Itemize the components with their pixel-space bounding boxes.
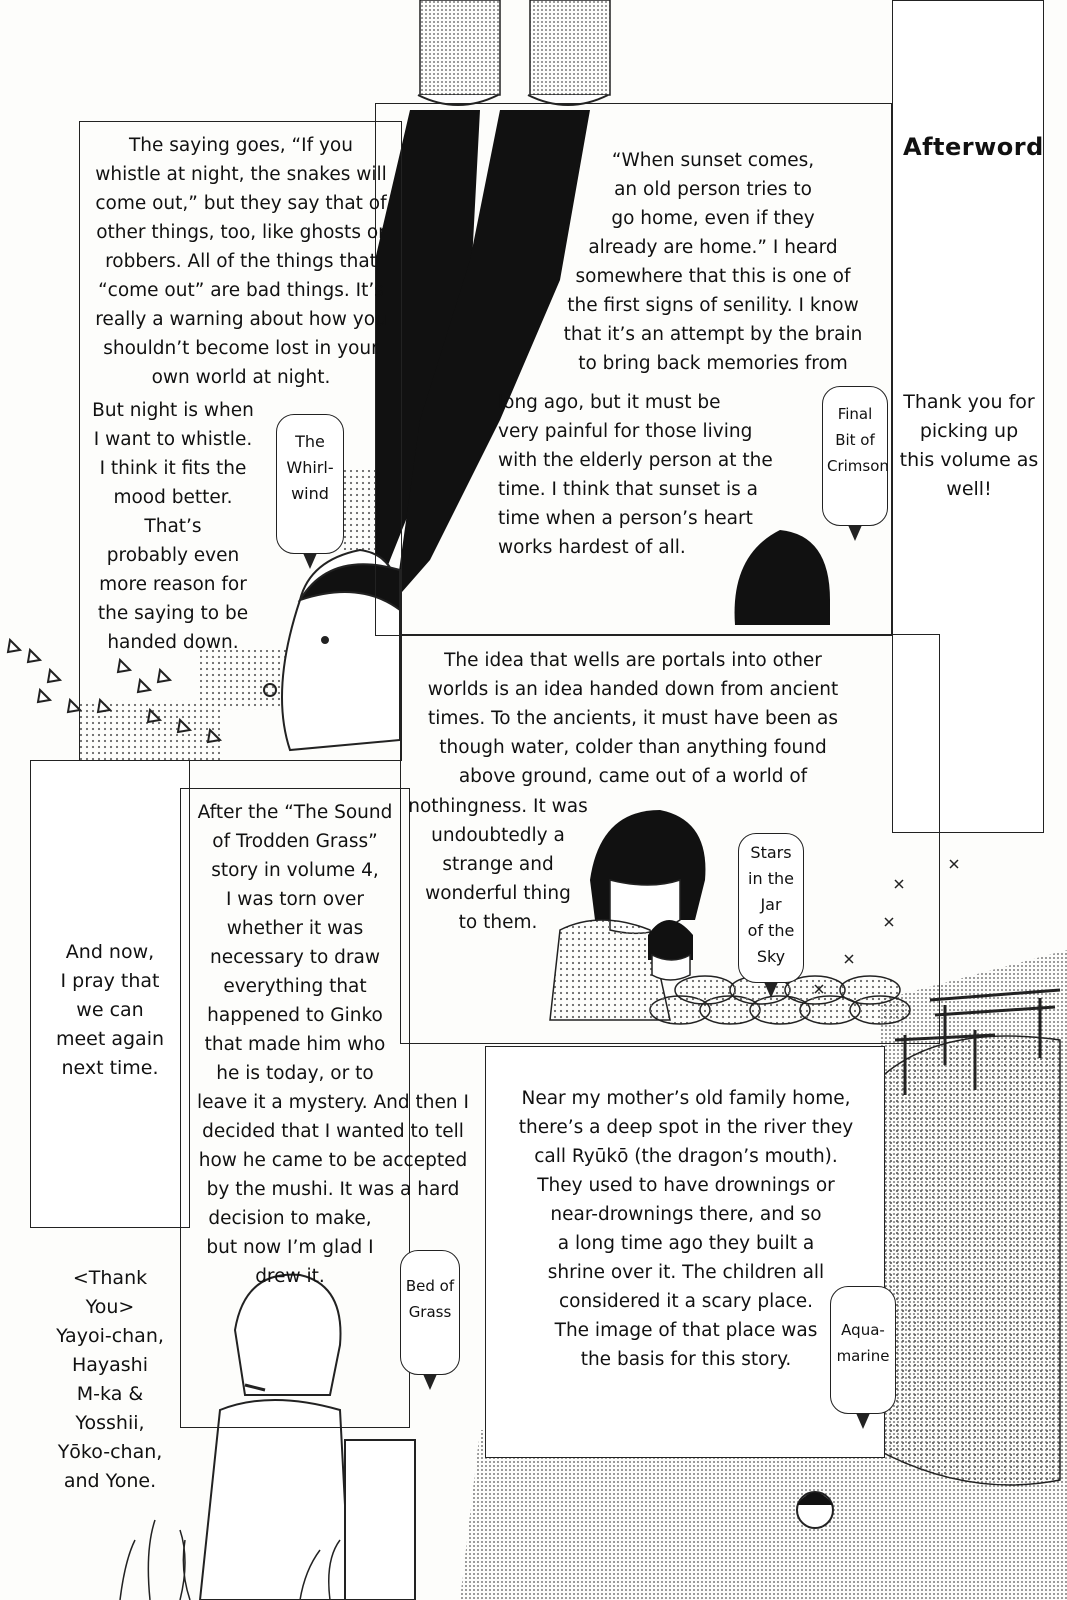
crimson-text: “When sunset comes, an old person tries to go home, even if they already are home.” I heard somewhere that this is one of the first signs of senility. I know that it’s an attempt by the brain to bring back memories from [563,150,863,374]
crimson-text-2: long ago, but it must be very painful for those living with the elderly person at the time. I think that sunset is a time when a person’s heart works hardest of all. [498,392,773,558]
stars-title-bubble: Stars in the Jar of the Sky [738,833,804,983]
legs-illustration [418,0,610,105]
thankyou-text: <Thank You> Yayoi-chan, Hayashi M-ka & Yosshii, Yōko-chan, and Yone. [56,1267,164,1492]
whirlwind-text-2: But night is when I want to whistle. I think it fits the mood better. That’s probably even more reason for the saying to be handed down. [92,400,254,653]
afterword-title: Afterword [903,133,1044,161]
aquamarine-title-bubble: Aqua- marine [830,1286,896,1414]
grass-text: After the “The Sound of Trodden Grass” story in volume 4, I was torn over whether it was necessary to draw everything that happened to Ginko that made him who he is today, or to [197,802,393,1084]
swimmer-head [797,1492,833,1528]
crimson-title-bubble: Final Bit of Crimson [822,386,888,526]
farewell-text: And now, I pray that we can meet again next time. [55,941,165,1079]
grass-text-3: decision to make, but now I’m glad I drew it. [206,1208,374,1287]
stars-text-2: nothingness. It was undoubtedly a strange and wonderful thing to them. [408,796,588,933]
grass-title-bubble: Bed of Grass [400,1250,460,1375]
stars-text: The idea that wells are portals into other worlds is an idea handed down from ancient times. To the ancients, it must have been as though water, colder than anything found above ground, came out of a world of [427,650,839,787]
whirlwind-text: The saying goes, “If you whistle at night, the snakes will come out,” but they say that of other things, too, like ghosts or robbers. All of the things that “come out” are bad things. It’s really a warning about how you shouldn’t become lost in your own world at night. [95,135,387,388]
afterword-thanks: Thank you for picking up this volume as well! [899,391,1039,500]
aquamarine-text: Near my mother’s old family home, there’s a deep spot in the river they call Ryūkō (the dragon’s mouth). They used to have drownings or near-drownings there, and so a long time ago they built a shrine over it. The children all considered it a scary place. The image of that place was the basis for this story. [518,1088,854,1370]
grass-text-2: leave it a mystery. And then I decided that I wanted to tell how he came to be accepted by the mushi. It was a hard [197,1092,469,1200]
whirlwind-title-bubble: The Whirl- wind [276,414,344,554]
